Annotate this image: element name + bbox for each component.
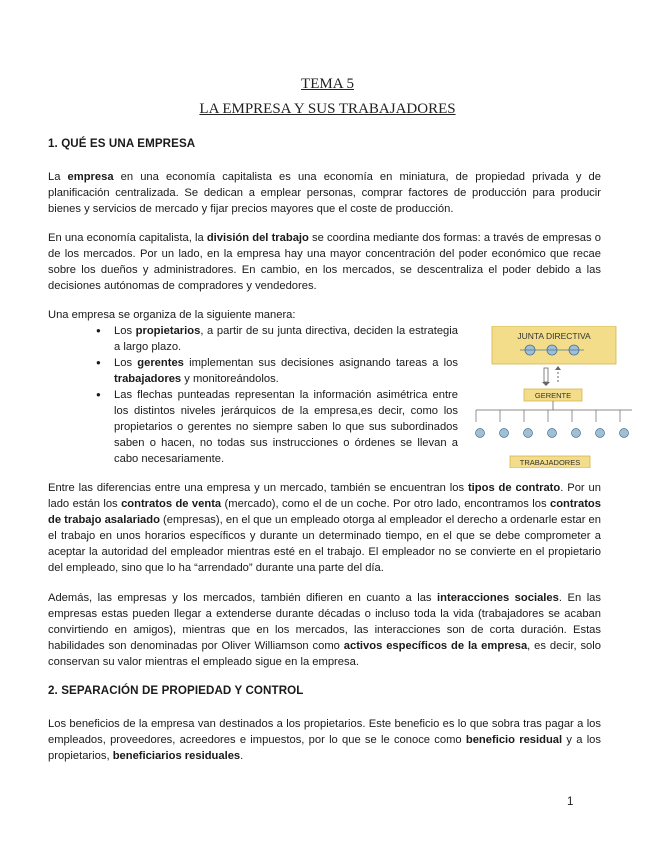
list-item: ● Los propietarios, a partir de su junta directiva, deciden la estrategia a largo plazo. — [96, 323, 458, 355]
org-chart-diagram — [466, 326, 638, 468]
paragraph-interacciones-sociales: Además, las empresas y los mercados, también difieren en cuanto a las interacciones sociales. En las empresas estas pueden llegar a extenderse durante décadas o incluso toda la vida (trabajadores se acaban convirtiendo en amigos), mientras que en los mercados, las interacciones son de corta duración. Estas habilidades son denominadas por Oliver Williamson como activos específicos de la empresa, es decir, solo conservan su valor mientras el empleado sigue en la empresa. — [48, 592, 602, 668]
paragraph-organizacion-intro: Una empresa se organiza de la siguiente manera: — [48, 309, 296, 321]
section-2-heading: 2. SEPARACIÓN DE PROPIEDAD Y CONTROL — [48, 684, 304, 697]
section-1-heading: 1. QUÉ ES UNA EMPRESA — [48, 137, 196, 150]
workers-label: TRABAJADORES — [519, 458, 581, 467]
list-item: ● Las flechas punteadas representan la información asimétrica entre los distintos niveles jerárquicos de la empresa,es decir, como los propietarios o gerentes no siempre saben lo que sus subordinados saben o hacen, no todas sus instrucciones o órdenes se llevan a cabo necesariamente. — [96, 387, 458, 467]
paragraph-beneficio-residual: Los beneficios de la empresa van destinados a los propietarios. Este beneficio es lo que sobra tras pagar a los empleados, proveedores, acreedores e impuestos, por lo que se le conoce como beneficio residual y a los propietarios, beneficiarios residuales. — [48, 718, 601, 762]
paragraph-tipos-contrato: Entre las diferencias entre una empresa y un mercado, también se encuentran los tipos de contrato. Por un lado están los contratos de venta (mercado), como el de un coche. Por otro lado, encontramos los contratos de trabajo asalariado (empresas), en el que un empleado otorga al empleador el derecho a ordenarle estar en el trabajo en unos horarios específicos y durante un determinado tiempo, en el que se debe comprometer a aceptar la autoridad del empleador mientras esté en el trabajo. El empleador no se convierte en el propietario del empleado, sino que lo ha “arrendado” durante una parte del día. — [48, 482, 601, 574]
organization-list — [96, 323, 458, 467]
paragraph-division-trabajo: En una economía capitalista, la división del trabajo se coordina mediante dos formas: a través de empresas o de los mercados. Por un lado, en la empresa hay una mayor concentración del poder económico que recae sobre los dueños y administradores. En cambio, en los mercados, se descentraliza el poder debido a las decisiones autónomas de compradores y vendedores. — [48, 232, 601, 292]
page-number: 1 — [567, 796, 574, 808]
arrow-down-icon — [544, 368, 548, 382]
tema-title: TEMA 5 — [301, 76, 354, 92]
manager-label: GERENTE — [534, 391, 572, 400]
board-label: JUNTA DIRECTIVA — [517, 331, 591, 341]
worker-icons — [476, 410, 629, 438]
paragraph-empresa: La empresa en una economía capitalista es una economía en miniatura, de propiedad privada y de planificación centralizada. Se dedican a emplear personas, comprar factores de producción para producir bienes y servicios de mercado y fijar precios mayores que el coste de producción. — [48, 171, 601, 215]
list-item: ● Los gerentes implementan sus decisiones asignando tareas a los trabajadores y monitoreándolos. — [96, 355, 458, 387]
document-title: LA EMPRESA Y SUS TRABAJADORES — [199, 101, 456, 117]
